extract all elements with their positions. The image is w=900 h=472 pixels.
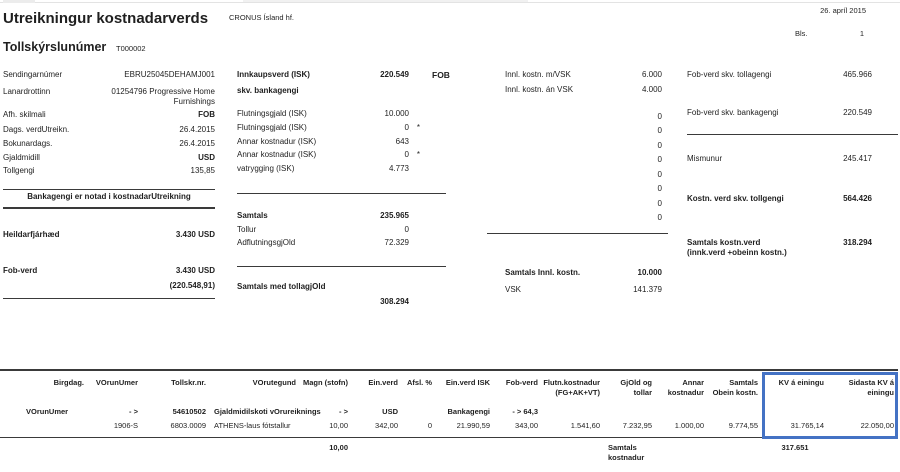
field-row	[237, 70, 409, 80]
field-value: 26.4.2015	[179, 125, 215, 134]
field-row	[237, 86, 409, 96]
subheader-cell: Gjaldmidilskoti vOrureiknings	[214, 407, 321, 416]
field-value: 141.379	[633, 285, 662, 294]
header-cell: Tollskr.nr.	[171, 378, 206, 387]
customs-declaration-label: Tollskýrslunúmer	[3, 40, 107, 54]
field-label: Bokunardags.	[3, 139, 53, 148]
field-row	[3, 230, 215, 240]
field-value: 0	[404, 123, 409, 132]
field-row	[3, 70, 215, 80]
field-value: 308.294	[380, 297, 409, 306]
divider-line	[687, 134, 898, 135]
field-row	[3, 266, 215, 276]
field-label: Sendingarnúmer	[3, 70, 63, 79]
field-label: Flutningsgjald (ISK)	[237, 109, 307, 118]
header-cell: Magn (stofn)	[303, 378, 348, 387]
field-value: 4.773	[388, 164, 409, 173]
field-label: Afh. skilmali	[3, 110, 46, 119]
field-label: Heildarfjárhæd	[3, 230, 60, 239]
subheader-cell: USD	[382, 407, 398, 416]
field-label: Innl. kostn. án VSK	[505, 85, 574, 94]
field-label: Samtals kostn.verd (innk.verd +obeinn kostn.)	[687, 238, 787, 257]
field-value: EBRU25045DEHAMJ001	[124, 70, 215, 79]
field-label: Gjaldmidill	[3, 153, 40, 162]
page-label: Bls.	[795, 29, 808, 38]
field-label: Fob-verd skv. bankagengi	[687, 108, 779, 117]
header-cell: Flutn.kostnadur (FG+AK+VT)	[543, 378, 600, 397]
field-row	[237, 109, 409, 119]
duties-cell: 7.232,95	[622, 421, 652, 430]
header-cell: Fob-verd	[505, 378, 538, 387]
field-label: Fob-verd skv. tollagengi	[687, 70, 772, 79]
header-cell: GjOld og tollar	[620, 378, 652, 397]
subheader-cell: - >	[339, 407, 348, 416]
field-label: vatrygging (ISK)	[237, 164, 295, 173]
field-label: Annar kostnadur (ISK)	[237, 150, 317, 159]
header-cell: Annar kostnadur	[667, 378, 704, 397]
field-row	[3, 281, 215, 291]
customs-declaration-number: T000002	[116, 44, 146, 53]
field-label: Mismunur	[687, 154, 723, 163]
fob-isk-value: (220.548,91)	[169, 281, 215, 290]
field-value: 3.430 USD	[175, 266, 215, 275]
total-cost-label: Samtals kostnadur	[608, 443, 645, 462]
divider-line	[3, 298, 215, 299]
field-row	[3, 110, 215, 120]
field-value: 01254796 Progressive Home Furnishings	[111, 87, 215, 106]
company-name: CRONUS Ísland hf.	[229, 13, 295, 22]
last-kv-unit-cell: 22.050,00	[860, 421, 894, 430]
field-value: 6.000	[641, 70, 662, 79]
table-totals-row	[0, 443, 898, 463]
field-row	[237, 150, 420, 160]
field-label: Dags. verdUtreikn.	[3, 125, 70, 134]
field-row	[237, 164, 409, 174]
header-cell: KV á einingu	[778, 378, 824, 387]
field-row	[687, 154, 872, 164]
unit-price-isk-cell: 21.990,59	[456, 421, 490, 430]
total-quantity: 10,00	[329, 443, 348, 452]
totals-divider-line	[0, 437, 762, 438]
field-row	[237, 282, 409, 292]
tariff-no-cell: 6803.0009	[170, 421, 206, 430]
report-title: Utreikningur kostnadarverds	[3, 10, 209, 27]
field-label: Lanardrottinn	[3, 87, 51, 96]
fob-tag: FOB	[432, 70, 450, 80]
field-label: Flutningsgjald (ISK)	[237, 123, 307, 132]
field-label: Samtals	[237, 211, 268, 220]
field-value: 318.294	[843, 238, 872, 247]
divider-line	[487, 233, 668, 234]
header-cell: Afsl. %	[406, 378, 432, 387]
field-value: 135,85	[190, 166, 215, 175]
field-row	[237, 211, 409, 221]
header-cell: Ein.verd	[368, 378, 398, 387]
fob-cell: 343,00	[515, 421, 538, 430]
field-row	[3, 87, 215, 106]
item-no-cell: 1906-S	[113, 421, 138, 430]
field-row	[237, 297, 409, 307]
subheader-cell: 54610502	[172, 407, 206, 416]
field-value: 0	[404, 150, 409, 159]
total-cost-value: 317.651	[781, 443, 809, 452]
divider-line	[237, 193, 446, 194]
quantity-cell: 10,00	[329, 421, 348, 430]
field-row	[505, 70, 662, 80]
field-row	[687, 194, 872, 204]
field-row	[505, 85, 662, 95]
indirect-total-cell: 9.774,55	[728, 421, 758, 430]
field-value: 235.965	[380, 211, 409, 220]
field-row	[687, 238, 872, 257]
field-label: AdflutningsgjOld	[237, 238, 296, 247]
discount-cell: 0	[427, 421, 432, 430]
subheader-cell: - >	[129, 407, 138, 416]
field-row	[505, 268, 662, 278]
field-row	[237, 137, 409, 147]
field-value: 10.000	[384, 109, 409, 118]
subheader-cell: - > 64,3	[512, 407, 538, 416]
field-value: 220.549	[380, 70, 409, 79]
field-label: Fob-verd	[3, 266, 38, 275]
description-cell: ATHENS-laus fótstallur	[214, 421, 291, 430]
kv-highlight-box	[762, 372, 898, 439]
estimate-star: *	[416, 150, 420, 159]
header-cell: Samtals Obein kostn.	[712, 378, 758, 397]
field-value: 26.4.2015	[179, 139, 215, 148]
field-label: Samtals Innl. kostn.	[505, 268, 581, 277]
field-row	[237, 123, 420, 133]
zero-value: 0	[657, 199, 662, 208]
header-cell: VOrunUmer	[95, 378, 138, 387]
estimate-star: *	[416, 123, 420, 132]
field-row	[687, 70, 872, 80]
field-value: 3.430 USD	[175, 230, 215, 239]
field-row	[687, 108, 872, 118]
field-label: Tollur	[237, 225, 257, 234]
zero-value: 0	[657, 126, 662, 135]
field-value: 220.549	[843, 108, 872, 117]
field-label: Innkaupsverd (ISK)	[237, 70, 310, 79]
field-value: 4.000	[641, 85, 662, 94]
header-cell: Birgdag.	[53, 378, 84, 387]
header-cell: Ein.verd ISK	[445, 378, 490, 387]
field-value: FOB	[198, 110, 215, 119]
bank-rate-note: Bankagengi er notad i kostnadarUtreikning	[27, 192, 191, 201]
field-value: 0	[404, 225, 409, 234]
field-value: 465.966	[843, 70, 872, 79]
header-cell: VOrutegund	[252, 378, 296, 387]
field-row	[237, 238, 409, 248]
unit-price-cell: 342,00	[375, 421, 398, 430]
kv-unit-cell: 31.765,14	[790, 421, 824, 430]
field-row	[3, 139, 215, 149]
field-row	[505, 285, 662, 295]
zero-value: 0	[657, 155, 662, 164]
field-value: 245.417	[843, 154, 872, 163]
report-date: 26. apríl 2015	[820, 6, 866, 15]
field-value: 72.329	[384, 238, 409, 247]
field-row	[3, 153, 215, 163]
field-label: Tollgengi	[3, 166, 35, 175]
page-number: 1	[859, 29, 864, 38]
field-value: 643	[395, 137, 409, 146]
zero-value: 0	[657, 112, 662, 121]
field-row	[3, 125, 215, 135]
divider-line	[3, 189, 215, 190]
freight-cost-cell: 1.541,60	[570, 421, 600, 430]
field-value: 564.426	[843, 194, 872, 203]
divider-line-thick	[3, 207, 215, 209]
field-value: 10.000	[637, 268, 662, 277]
divider-line	[237, 266, 446, 267]
subheader-cell: Bankagengi	[447, 407, 490, 416]
field-label: Samtals med tollagjOld	[237, 282, 326, 291]
field-label: Annar kostnadur (ISK)	[237, 137, 317, 146]
field-label: VSK	[505, 285, 522, 294]
field-value: USD	[198, 153, 215, 162]
field-row	[237, 225, 409, 235]
zero-value: 0	[657, 184, 662, 193]
field-label: skv. bankagengi	[237, 86, 299, 95]
field-row	[3, 166, 215, 176]
zero-value: 0	[657, 170, 662, 179]
zero-value: 0	[657, 141, 662, 150]
item-lines-table	[0, 369, 898, 463]
other-cost-cell: 1.000,00	[674, 421, 704, 430]
zero-value: 0	[657, 213, 662, 222]
field-label: Innl. kostn. m/VSK	[505, 70, 571, 79]
header-cell: Sidasta KV á einingu	[848, 378, 894, 397]
subheader-cell: VOrunUmer	[26, 407, 69, 416]
field-label: Kostn. verd skv. tollgengi	[687, 194, 784, 203]
